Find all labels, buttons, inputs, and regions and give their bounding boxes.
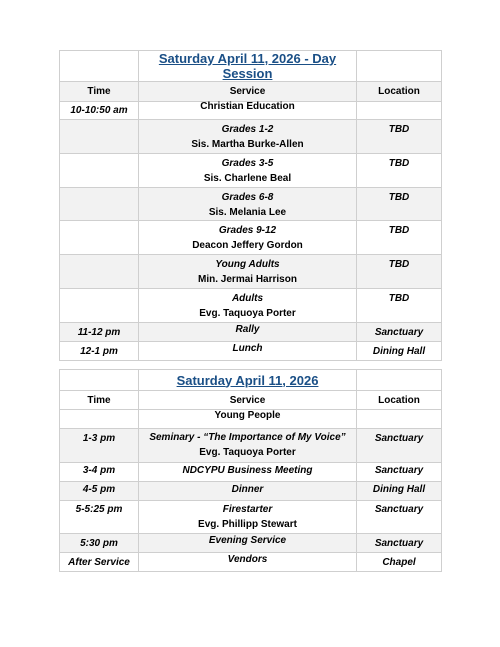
row-time: 11-12 pm bbox=[77, 326, 121, 338]
row-leader: Evg. Phillipp Stewart bbox=[198, 519, 297, 530]
row-time: After Service bbox=[68, 556, 130, 568]
header-time: Time bbox=[60, 391, 139, 410]
row-leader: Evg. Taquoya Porter bbox=[199, 447, 296, 458]
day-session-table bbox=[59, 50, 442, 361]
table-row bbox=[60, 221, 442, 255]
row-service: Christian Education bbox=[200, 101, 295, 112]
table-title-row bbox=[60, 51, 442, 82]
row-location: Sanctuary bbox=[374, 433, 424, 444]
row-time: 10-10:50 am bbox=[70, 105, 128, 116]
row-location: Sanctuary bbox=[374, 504, 424, 515]
row-time: 3-4 pm bbox=[82, 465, 116, 476]
row-leader: Sis. Melania Lee bbox=[208, 207, 287, 218]
row-location: Chapel bbox=[382, 556, 416, 568]
row-service: Young Adults bbox=[215, 259, 280, 270]
header-service: Service bbox=[139, 391, 357, 410]
table-row bbox=[60, 120, 442, 154]
table-title-row bbox=[60, 370, 442, 391]
table-row bbox=[60, 323, 442, 342]
header-time: Time bbox=[60, 82, 139, 102]
row-location: Sanctuary bbox=[374, 465, 424, 476]
row-service: Grades 9-12 bbox=[218, 225, 277, 236]
table-title: Saturday April 11, 2026 bbox=[139, 370, 357, 391]
table-row bbox=[60, 102, 442, 120]
table-row bbox=[60, 255, 442, 289]
table-row bbox=[60, 289, 442, 323]
row-service: Young People bbox=[214, 410, 281, 421]
row-service: Lunch bbox=[232, 343, 263, 354]
row-time: 4-5 pm bbox=[82, 484, 116, 495]
row-location: TBD bbox=[388, 225, 410, 236]
row-leader: Sis. Charlene Beal bbox=[203, 173, 292, 184]
row-service: Dinner bbox=[231, 484, 264, 495]
row-location: TBD bbox=[388, 259, 410, 270]
table-row bbox=[60, 482, 442, 501]
header-row bbox=[60, 391, 442, 410]
row-location: TBD bbox=[388, 293, 410, 304]
row-location: Dining Hall bbox=[372, 345, 426, 357]
row-service: Rally bbox=[235, 324, 260, 335]
table-row bbox=[60, 429, 442, 463]
row-service: Firestarter bbox=[222, 504, 273, 515]
table-row bbox=[60, 463, 442, 482]
row-leader: Sis. Martha Burke-Allen bbox=[191, 139, 304, 150]
table-title: Saturday April 11, 2026 - Day Session bbox=[139, 51, 357, 82]
row-location: TBD bbox=[388, 158, 410, 169]
row-service: Grades 6-8 bbox=[221, 192, 274, 203]
table-row bbox=[60, 154, 442, 188]
row-location: Sanctuary bbox=[374, 326, 424, 338]
row-leader: Min. Jermai Harrison bbox=[198, 274, 297, 285]
table-row bbox=[60, 342, 442, 361]
row-location: TBD bbox=[388, 124, 410, 135]
row-service: Seminary - “The Importance of My Voice” bbox=[149, 432, 346, 443]
header-location: Location bbox=[357, 391, 442, 410]
row-service: Evening Service bbox=[208, 535, 287, 546]
row-service: Grades 1-2 bbox=[221, 124, 274, 135]
table-row bbox=[60, 534, 442, 553]
row-location: Dining Hall bbox=[372, 484, 426, 495]
row-location: TBD bbox=[388, 192, 410, 203]
row-time: 5:30 pm bbox=[80, 537, 118, 549]
row-time: 1-3 pm bbox=[82, 433, 116, 444]
table-row bbox=[60, 553, 442, 572]
row-service: Vendors bbox=[227, 554, 268, 565]
row-service: Grades 3-5 bbox=[221, 158, 274, 169]
row-time: 5-5:25 pm bbox=[75, 504, 123, 515]
table-row bbox=[60, 501, 442, 534]
row-service: Adults bbox=[231, 293, 264, 304]
row-time: 12-1 pm bbox=[80, 345, 118, 357]
young-people-table bbox=[59, 369, 442, 572]
row-leader: Evg. Taquoya Porter bbox=[199, 308, 296, 319]
row-leader: Deacon Jeffery Gordon bbox=[192, 240, 303, 251]
row-service: NDCYPU Business Meeting bbox=[182, 465, 313, 476]
table-row bbox=[60, 188, 442, 221]
header-service: Service bbox=[139, 82, 357, 102]
header-location: Location bbox=[357, 82, 442, 102]
table-row bbox=[60, 410, 442, 429]
row-location: Sanctuary bbox=[374, 537, 424, 549]
